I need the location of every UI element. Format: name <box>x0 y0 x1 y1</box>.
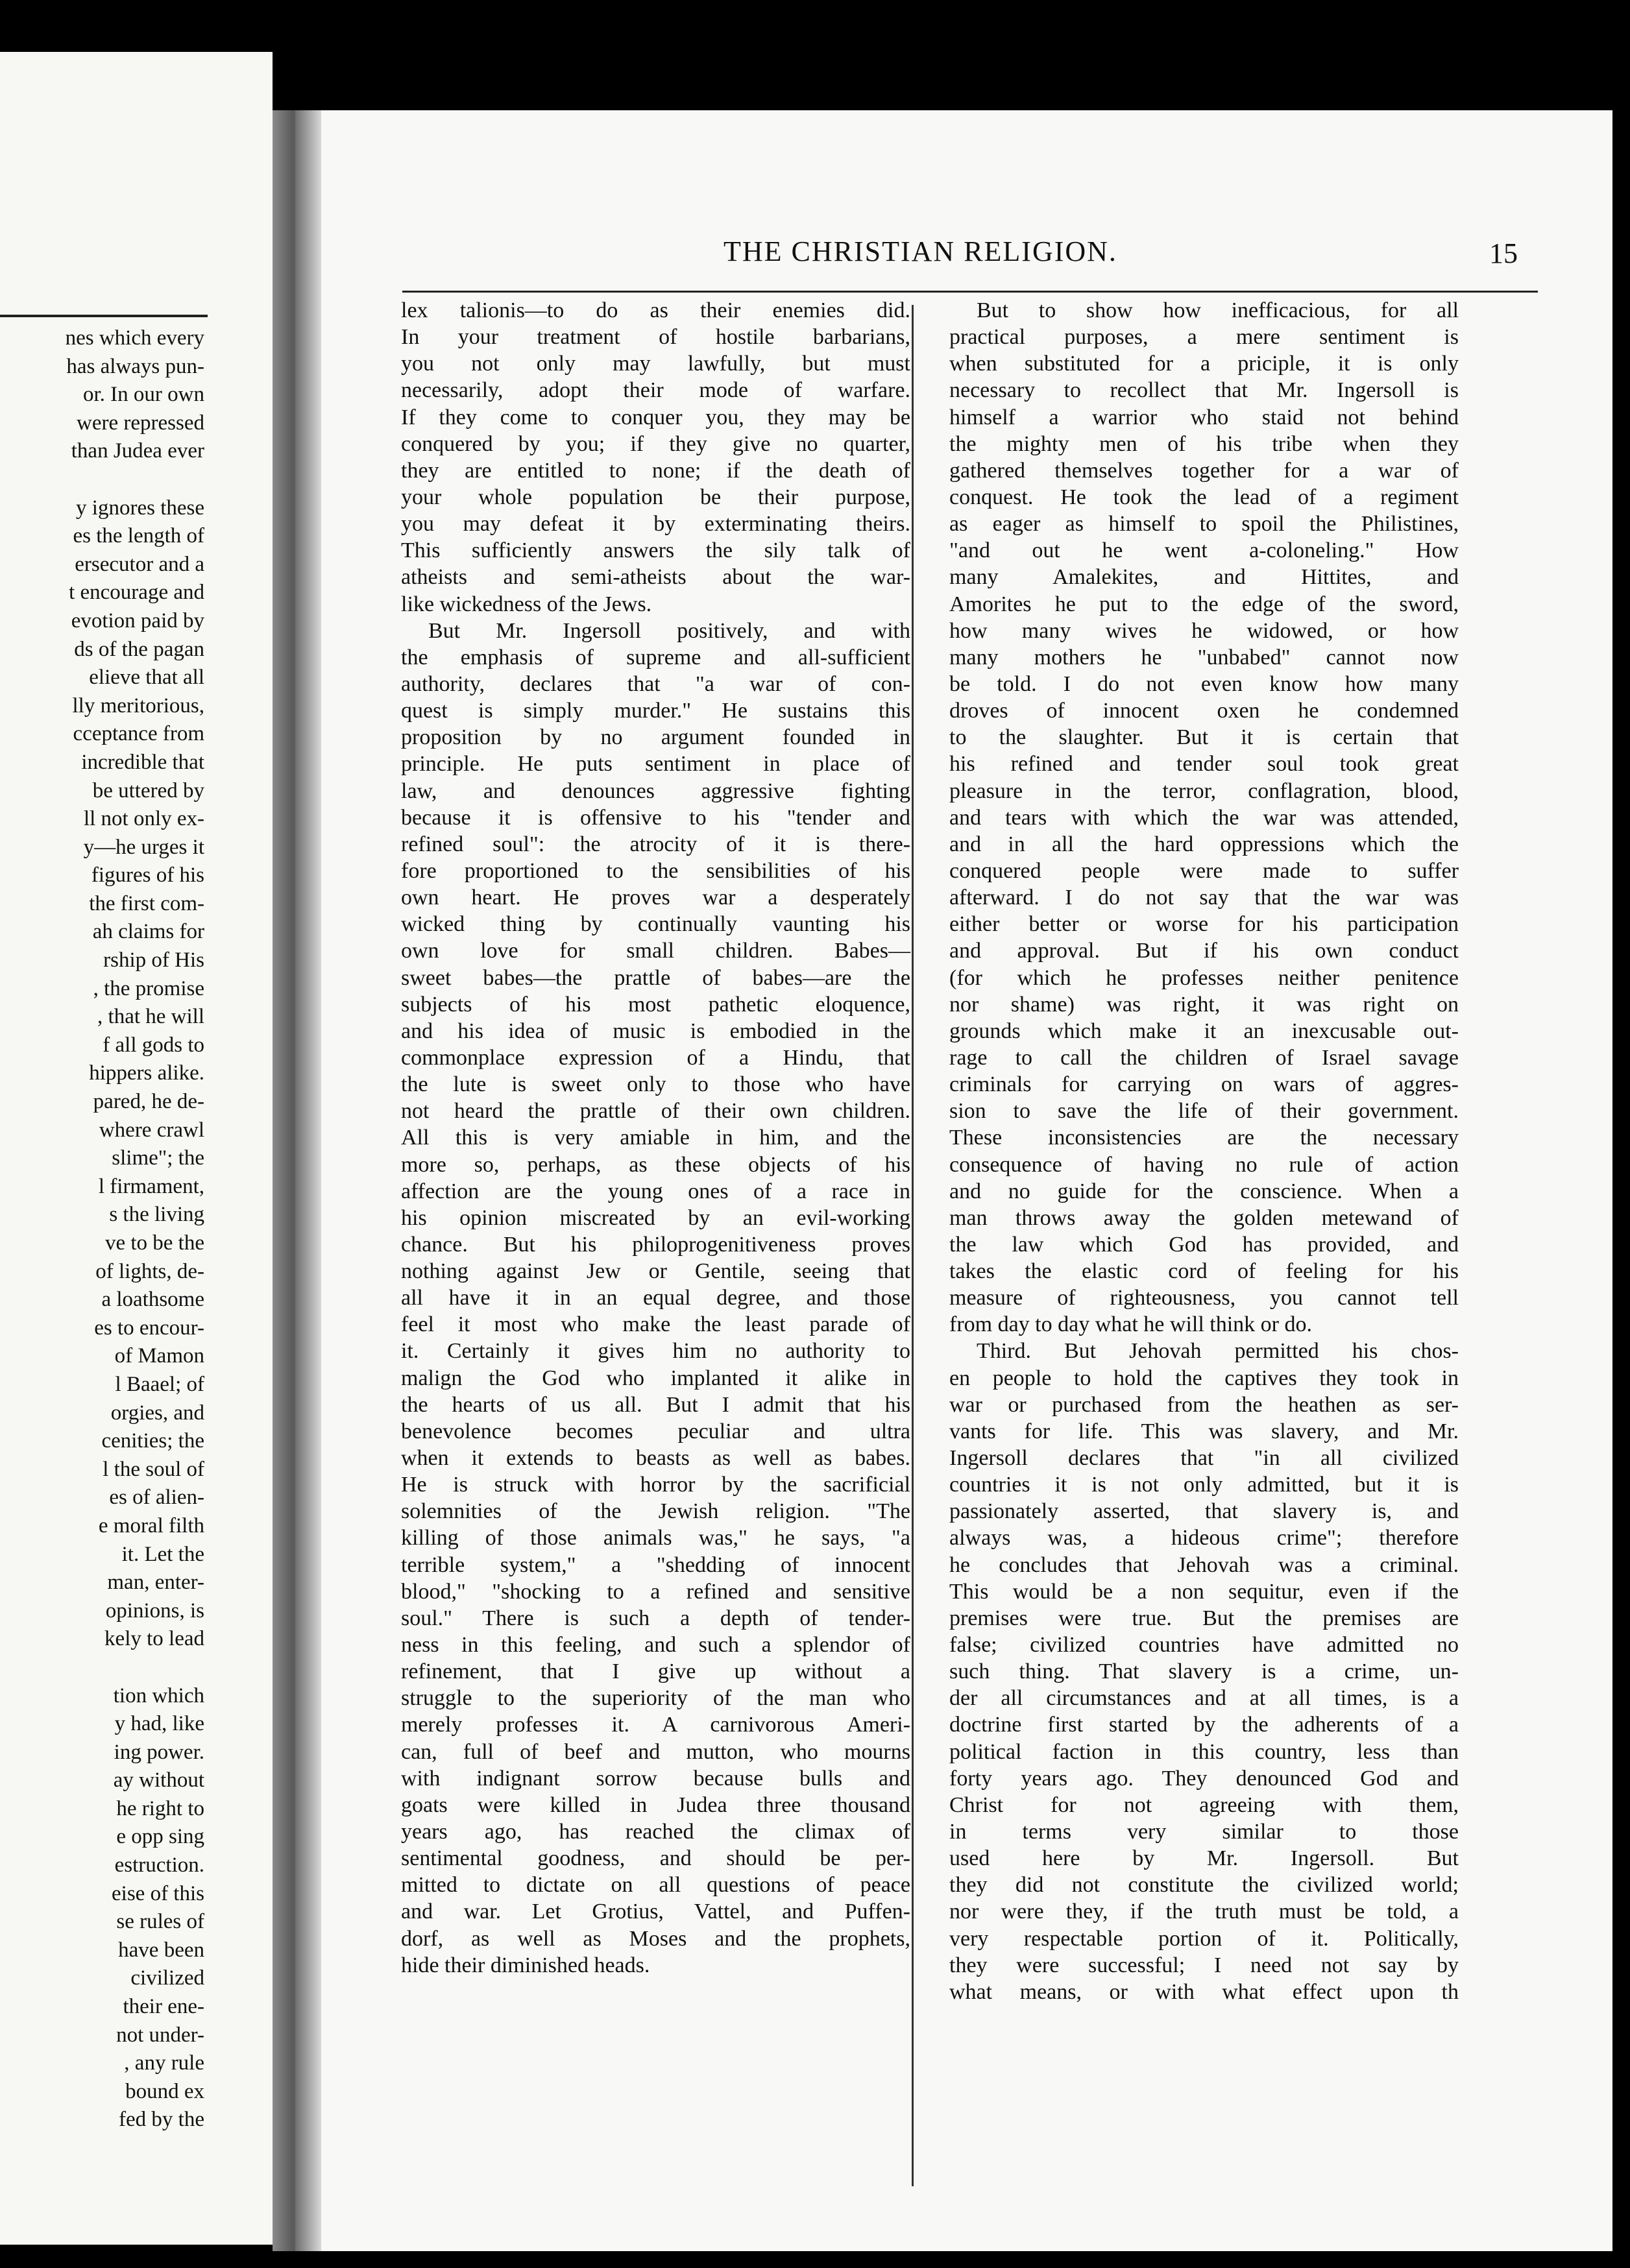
left-page-fragment: t encourage and <box>69 581 204 605</box>
left-page-fragment: lly meritorious, <box>72 694 204 718</box>
left-column <box>401 297 910 1979</box>
left-page-fragment: cenities; the <box>101 1429 204 1453</box>
text-line: goats were killed in Judea three thousand <box>401 1792 910 1817</box>
text-line: nor were they, if the truth must be told, a <box>949 1900 1459 1924</box>
text-line: necessary to recollect that Mr. Ingersoll is <box>949 378 1459 403</box>
left-page-fragment: ll not only ex- <box>83 807 204 831</box>
text-line: These inconsistencies are the necessary <box>949 1126 1459 1150</box>
text-line: many mothers he "unbabed" cannot now <box>949 645 1459 670</box>
text-line: solemnities of the Jewish religion. "The <box>401 1499 910 1524</box>
text-line: lex talionis—to do as their enemies did. <box>401 298 910 322</box>
left-page-fragment: orgies, and <box>110 1401 204 1425</box>
left-page-fragment: it. Let the <box>121 1542 204 1566</box>
text-line: passionately asserted, that slavery is, and <box>949 1499 1459 1524</box>
left-page-fragment <box>0 466 204 494</box>
left-page-fragment: ing power. <box>114 1740 204 1764</box>
left-page-fragment: e moral filth <box>98 1514 204 1538</box>
text-line: forty years ago. They denounced God and <box>949 1766 1459 1791</box>
text-line: dorf, as well as Moses and the prophets, <box>401 1926 910 1951</box>
left-page-fragment: nes which every <box>65 326 204 350</box>
left-page-fragment: , that he will <box>97 1005 204 1029</box>
left-page-fragment: es the length of <box>73 524 204 548</box>
left-page-fragment: y had, like <box>114 1712 204 1736</box>
text-line: law, and denounces aggressive fighting <box>401 778 910 803</box>
text-line: not heard the prattle of their own children. <box>401 1099 910 1124</box>
text-line: premises were true. But the premises are <box>949 1606 1459 1630</box>
text-line: authority, declares that "a war of con- <box>401 671 910 696</box>
left-page-fragment: e opp sing <box>116 1825 204 1849</box>
text-line: nor shame) was right, it was right on <box>949 992 1459 1017</box>
text-line: feel it most who make the least parade of <box>401 1312 910 1337</box>
left-page-fragment: civilized <box>130 1966 204 1990</box>
text-line: the lute is sweet only to those who have <box>401 1072 910 1097</box>
left-page-fragment: y ignores these <box>76 496 204 520</box>
text-line: many Amalekites, and Hittites, and <box>949 565 1459 590</box>
left-page-fragment: evotion paid by <box>71 609 204 633</box>
left-page-fragment: es of alien- <box>109 1486 204 1510</box>
header-rule <box>402 291 1538 293</box>
text-line: years ago, has reached the climax of <box>401 1820 910 1844</box>
left-page-fragment: where crawl <box>99 1118 204 1142</box>
text-line: takes the elastic cord of feeling for his <box>949 1259 1459 1284</box>
text-line: and war. Let Grotius, Vattel, and Puffen- <box>401 1900 910 1924</box>
text-line: because it is offensive to his "tender and <box>401 805 910 830</box>
left-page-fragment: slime"; the <box>112 1146 204 1170</box>
text-line: the mighty men of his tribe when they <box>949 431 1459 456</box>
text-line: droves of innocent oxen he condemned <box>949 699 1459 723</box>
text-line: refinement, that I give up without a <box>401 1659 910 1684</box>
text-line: it. Certainly it gives him no authority to <box>401 1339 910 1364</box>
text-line: man throws away the golden metewand of <box>949 1205 1459 1230</box>
text-line: used here by Mr. Ingersoll. But <box>949 1846 1459 1871</box>
text-line: necessarily, adopt their mode of warfare. <box>401 378 910 403</box>
left-page-fragment: were repressed <box>77 411 204 435</box>
left-page-fragment: man, enter- <box>107 1571 204 1595</box>
text-line: doctrine first started by the adherents of a <box>949 1713 1459 1737</box>
text-line: fore proportioned to the sensibilities of his <box>401 858 910 883</box>
text-line: merely professes it. A carnivorous Ameri- <box>401 1713 910 1737</box>
left-page-fragment: y—he urges it <box>83 835 204 859</box>
text-line: atheists and semi-atheists about the war- <box>401 565 910 590</box>
text-line: like wickedness of the Jews. <box>401 592 652 616</box>
text-line: when substituted for a priciple, it is only <box>949 352 1459 376</box>
text-line: hide their diminished heads. <box>401 1953 650 1977</box>
text-line: grounds which make it an inexcusable out- <box>949 1019 1459 1043</box>
text-line: afterward. I do not say that the war was <box>949 886 1459 910</box>
text-line: can, full of beef and mutton, who mourns <box>401 1739 910 1764</box>
text-line: your whole population be their purpose, <box>401 485 910 509</box>
left-page-fragment: kely to lead <box>104 1627 204 1651</box>
text-line: with indignant sorrow because bulls and <box>401 1766 910 1791</box>
text-line: proposition by no argument founded in <box>401 725 910 750</box>
text-line: "and out he went a-coloneling." How <box>949 538 1459 563</box>
text-line: as eager as himself to spoil the Philistines, <box>949 512 1459 537</box>
text-line: conquered by you; if they give no quarter, <box>401 431 910 456</box>
text-line: they were successful; I need not say by <box>949 1953 1459 1977</box>
text-line: he concludes that Jehovah was a criminal. <box>949 1552 1459 1577</box>
left-page-fragment: ah claims for <box>92 920 204 944</box>
text-line: countries it is not only admitted, but it is <box>949 1473 1459 1497</box>
gutter-shadow <box>295 110 321 2251</box>
text-line: sion to save the life of their government. <box>949 1099 1459 1124</box>
text-line: pleasure in the terror, conflagration, blood, <box>949 778 1459 803</box>
left-page-fragment: se rules of <box>116 1910 204 1934</box>
text-line: measure of righteousness, you cannot tell <box>949 1286 1459 1310</box>
left-page-fragment: cceptance from <box>73 722 204 746</box>
left-page-fragment: l the soul of <box>103 1457 204 1481</box>
text-line: quest is simply murder." He sustains this <box>401 699 910 723</box>
text-line: All this is very amiable in him, and the <box>401 1126 910 1150</box>
text-line: soul." There is such a depth of tender- <box>401 1606 910 1630</box>
text-line: more so, perhaps, as these objects of his <box>401 1152 910 1177</box>
text-line: Third. But Jehovah permitted his chos- <box>977 1339 1459 1364</box>
text-line: He is struck with horror by the sacrificial <box>401 1473 910 1497</box>
text-line: criminals for carrying on wars of aggres- <box>949 1072 1459 1097</box>
left-page-fragment: elieve that all <box>89 666 204 690</box>
left-page-fragment: es to encour- <box>94 1316 204 1340</box>
text-line: political faction in this country, less than <box>949 1739 1459 1764</box>
left-page-fragment: ersecutor and a <box>75 552 204 576</box>
text-line: conquest. He took the lead of a regiment <box>949 485 1459 509</box>
text-line: But Mr. Ingersoll positively, and with <box>428 618 910 643</box>
text-line: you may defeat it by exterminating theirs. <box>401 512 910 537</box>
text-line: the hearts of us all. But I admit that his <box>401 1392 910 1417</box>
text-line: and his idea of music is embodied in the <box>401 1019 910 1043</box>
text-line: mitted to dictate on all questions of peace <box>401 1873 910 1898</box>
text-line: to the slaughter. But it is certain that <box>949 725 1459 750</box>
left-page-fragment: ve to be the <box>104 1231 204 1255</box>
left-page-fragment: rship of His <box>103 948 204 972</box>
left-page-fragment: a loathsome <box>101 1288 204 1312</box>
text-line: blood," "shocking to a refined and sensitive <box>401 1579 910 1604</box>
text-line: be told. I do not even know how many <box>949 671 1459 696</box>
text-line: conquered people were made to suffer <box>949 858 1459 883</box>
text-line: when it extends to beasts as well as babes. <box>401 1446 910 1471</box>
left-page-fragment: their ene- <box>123 1995 204 2019</box>
text-line: But to show how inefficacious, for all <box>977 298 1459 322</box>
left-page-fragment: l Baael; of <box>115 1372 204 1396</box>
text-line: consequence of having no rule of action <box>949 1152 1459 1177</box>
text-line: commonplace expression of a Hindu, that <box>401 1045 910 1070</box>
left-page-fragment: bound ex <box>125 2079 204 2103</box>
text-line: his refined and tender soul took great <box>949 752 1459 777</box>
text-line: wicked thing by continually vaunting his <box>401 912 910 937</box>
running-head: THE CHRISTIAN RELIGION. <box>724 235 1117 267</box>
text-line: This would be a non sequitur, even if the <box>949 1579 1459 1604</box>
left-page-fragment: ds of the pagan <box>74 637 204 661</box>
text-line: practical purposes, a mere sentiment is <box>949 325 1459 350</box>
left-page-fragment: ay without <box>113 1768 204 1792</box>
text-line: subjects of his most pathetic eloquence, <box>401 992 910 1017</box>
text-line: benevolence becomes peculiar and ultra <box>401 1419 910 1443</box>
text-line: This sufficiently answers the sily talk of <box>401 538 910 563</box>
right-column <box>949 297 1459 2005</box>
text-line: Christ for not agreeing with them, <box>949 1792 1459 1817</box>
text-line: himself a warrior who staid not behind <box>949 405 1459 429</box>
left-page-fragment: s the living <box>109 1203 204 1227</box>
text-line: from day to day what he will think or do. <box>949 1312 1313 1337</box>
text-line: principle. He puts sentiment in place of <box>401 752 910 777</box>
left-page-fragment: estruction. <box>114 1853 204 1877</box>
text-line: all have it in an equal degree, and those <box>401 1286 910 1310</box>
text-line: you not only may lawfully, but must <box>401 352 910 376</box>
text-line: own heart. He proves war a desperately <box>401 886 910 910</box>
text-line: the emphasis of supreme and all-sufficient <box>401 645 910 670</box>
left-page-fragment: have been <box>118 1938 204 1962</box>
text-line: very respectable portion of it. Politically, <box>949 1926 1459 1951</box>
text-line: affection are the young ones of a race in <box>401 1179 910 1203</box>
text-line: his opinion miscreated by an evil-working <box>401 1205 910 1230</box>
left-page-fragment: l firmament, <box>98 1174 204 1198</box>
text-line: If they come to conquer you, they may be <box>401 405 910 429</box>
left-page-fragment: or. In our own <box>83 383 204 407</box>
left-page-rule <box>0 315 208 317</box>
text-line: either better or worse for his participation <box>949 912 1459 937</box>
left-page-fragment: hippers alike. <box>89 1061 204 1085</box>
left-page <box>0 52 273 2245</box>
left-page-fragment: tion which <box>113 1683 204 1707</box>
text-line: refined soul": the atrocity of it is there- <box>401 832 910 856</box>
right-page <box>295 110 1612 2251</box>
text-line: rage to call the children of Israel savage <box>949 1045 1459 1070</box>
text-line: they did not constitute the civilized world; <box>949 1873 1459 1898</box>
left-page-fragment: figures of his <box>91 863 204 887</box>
left-page-fragment: than Judea ever <box>71 439 204 463</box>
text-line: in terms very similar to those <box>949 1820 1459 1844</box>
left-page-fragment: the first com- <box>89 891 204 915</box>
left-page-fragment: eise of this <box>112 1881 204 1905</box>
left-page-fragment: opinions, is <box>105 1598 204 1623</box>
text-line: how many wives he widowed, or how <box>949 618 1459 643</box>
text-line: such thing. That slavery is a crime, un- <box>949 1659 1459 1684</box>
text-line: In your treatment of hostile barbarians, <box>401 325 910 350</box>
text-line: (for which he professes neither penitence <box>949 965 1459 990</box>
page-number: 15 <box>1489 237 1518 269</box>
left-page-fragment: not under- <box>116 2023 204 2047</box>
text-line: sentimental goodness, and should be per- <box>401 1846 910 1871</box>
left-page-fragment: fed by the <box>119 2108 204 2132</box>
left-page-fragment: be uttered by <box>92 778 204 802</box>
text-line: malign the God who implanted it alike in <box>401 1366 910 1390</box>
left-page-fragment: , the promise <box>93 976 204 1000</box>
column-rule <box>912 305 914 2186</box>
text-line: gathered themselves together for a war of <box>949 458 1459 483</box>
text-line: killing of those animals was," he says, "a <box>401 1526 910 1550</box>
left-page-fragment: incredible that <box>81 750 204 774</box>
left-page-fragment: has always pun- <box>66 354 204 378</box>
left-page-fragment: pared, he de- <box>93 1090 204 1114</box>
text-line: en people to hold the captives they took in <box>949 1366 1459 1390</box>
text-line: der all circumstances and at all times, is a <box>949 1686 1459 1711</box>
left-page-fragment: , any rule <box>124 2051 204 2075</box>
left-page-text <box>0 324 204 2134</box>
text-line: and no guide for the conscience. When a <box>949 1179 1459 1203</box>
text-line: ness in this feeling, and such a splendor of <box>401 1633 910 1658</box>
text-line: they are entitled to none; if the death of <box>401 458 910 483</box>
text-line: false; civilized countries have admitted no <box>949 1633 1459 1658</box>
left-page-fragment <box>0 1654 204 1682</box>
left-page-fragment: of Mamon <box>114 1344 204 1368</box>
text-line: always was, a hideous crime"; therefore <box>949 1526 1459 1550</box>
text-line: Amorites he put to the edge of the sword, <box>949 592 1459 616</box>
left-page-fragment: f all gods to <box>103 1033 204 1057</box>
text-line: struggle to the superiority of the man who <box>401 1686 910 1711</box>
text-line: and tears with which the war was attended, <box>949 805 1459 830</box>
text-line: and approval. But if his own conduct <box>949 939 1459 963</box>
text-line: nothing against Jew or Gentile, seeing that <box>401 1259 910 1284</box>
text-line: vants for life. This was slavery, and Mr. <box>949 1419 1459 1443</box>
text-line: what means, or with what effect upon th <box>949 1979 1459 2004</box>
left-page-fragment: he right to <box>116 1796 204 1820</box>
text-line: and in all the hard oppressions which the <box>949 832 1459 856</box>
left-page-fragment: of lights, de- <box>95 1259 204 1283</box>
text-line: the law which God has provided, and <box>949 1232 1459 1257</box>
text-line: terrible system," a "shedding of innocent <box>401 1552 910 1577</box>
text-line: chance. But his philoprogenitiveness proves <box>401 1232 910 1257</box>
text-line: Ingersoll declares that "in all civilized <box>949 1446 1459 1471</box>
text-line: own love for small children. Babes— <box>401 939 910 963</box>
text-line: war or purchased from the heathen as ser- <box>949 1392 1459 1417</box>
text-line: sweet babes—the prattle of babes—are the <box>401 965 910 990</box>
